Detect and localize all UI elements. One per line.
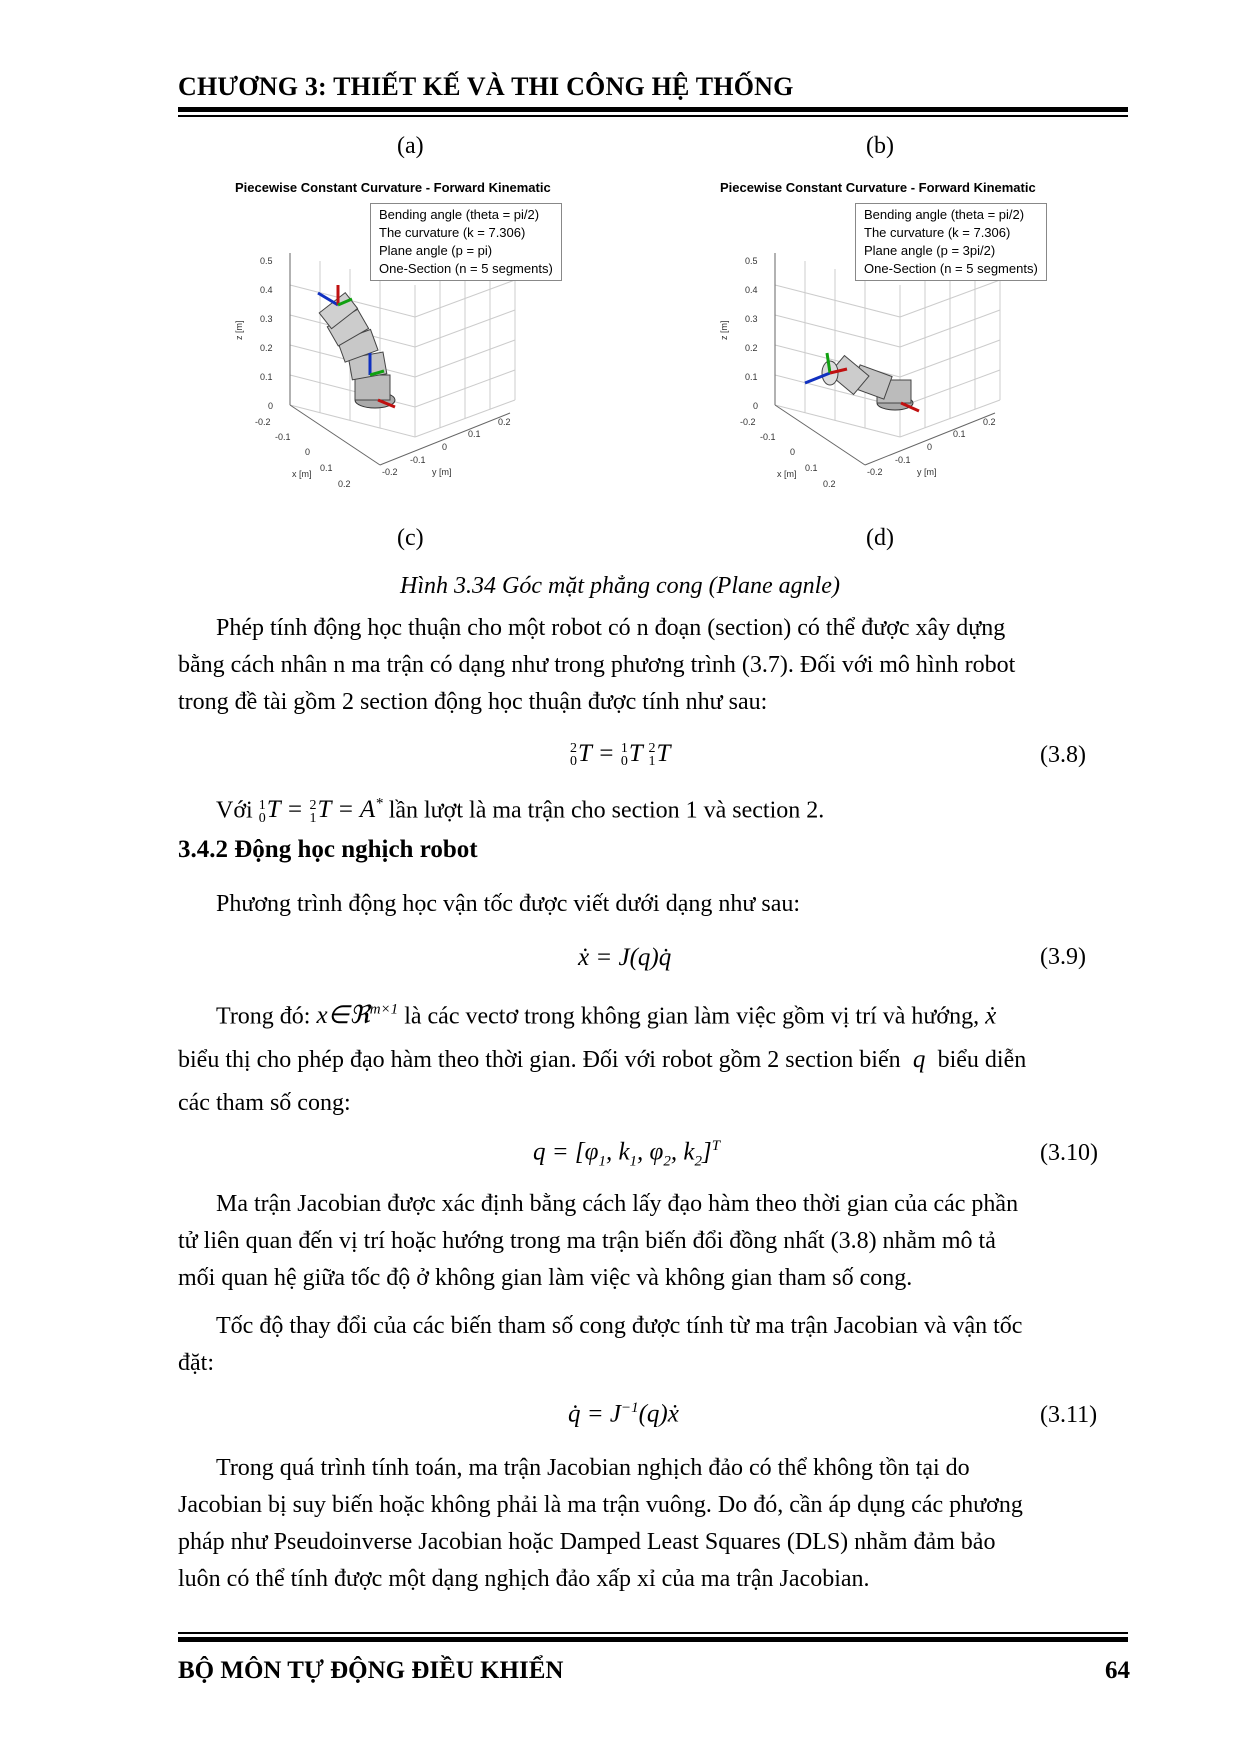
plot-d-title: Piecewise Constant Curvature - Forward Kinematic: [720, 180, 1036, 195]
c-ztick-3: 0.3: [260, 314, 273, 324]
paragraph-1: [178, 610, 1128, 721]
text-fragment: biểu diễn: [937, 1047, 1027, 1074]
footer-department: BỘ MÔN TỰ ĐỘNG ĐIỀU KHIỂN: [178, 1657, 564, 1684]
text-line: tử liên quan đến vị trí hoặc hướng trong ma trận biến đổi đồng nhất (3.8) nhằm mô tả: [178, 1228, 996, 1254]
legend-item: Bending angle (theta = pi/2): [864, 207, 1025, 222]
text-line: Tốc độ thay đổi của các biến tham số cong được tính từ ma trận Jacobian và vận tốc: [216, 1313, 1023, 1339]
text-line: Trong quá trình tính toán, ma trận Jacobian nghịch đảo có thể không tồn tại do: [216, 1455, 970, 1481]
paragraph-3: Phương trình động học vận tốc được viết dưới dạng như sau:: [216, 891, 801, 917]
text-fragment: lần lượt là ma trận cho section 1 và section 2.: [388, 797, 825, 824]
chapter-header: CHƯƠNG 3: THIẾT KẾ VÀ THI CÔNG HỆ THỐNG: [178, 72, 794, 101]
paragraph-2: [216, 786, 1128, 829]
d-xtick-2: 0: [790, 447, 796, 457]
c-ytick-0: -0.2: [382, 467, 398, 477]
text-fragment: Với: [216, 797, 253, 824]
equation-number: (3.8): [1040, 742, 1086, 768]
text-fragment: Trong đó:: [216, 1003, 311, 1030]
plot-d: [705, 175, 1105, 505]
text-line: đặt:: [178, 1350, 214, 1376]
c-xtick-3: 0.1: [320, 463, 333, 473]
d-ztick-4: 0.4: [745, 285, 758, 295]
equation-number: (3.11): [1040, 1402, 1098, 1428]
inline-equation: x∈ℜ$^{m\times 1}$: [316, 1002, 399, 1030]
header-rule-thin: [178, 115, 1128, 117]
text-line: Ma trận Jacobian được xác định bằng cách lấy đạo hàm theo thời gian của các phần: [216, 1191, 1019, 1217]
paragraph-5: [178, 1186, 1128, 1297]
d-ztick-5: 0.5: [745, 256, 758, 266]
footer-rule-thin: [178, 1632, 1128, 1634]
legend-item: The curvature (k = 7.306): [864, 225, 1011, 240]
c-ztick-4: 0.4: [260, 285, 273, 295]
equation-number: (3.10): [1040, 1140, 1098, 1166]
equation-3-10: $q = [\varphi_1$, $k_1$, $\varphi_2$, $k_2]^T$: [533, 1138, 721, 1170]
paragraph-7: [178, 1450, 1128, 1598]
d-ztick-3: 0.3: [745, 314, 758, 324]
plot-c-title: Piecewise Constant Curvature - Forward Kinematic: [235, 180, 551, 195]
subfig-label-d: (d): [866, 525, 894, 551]
c-zlabel: z [m]: [234, 320, 244, 340]
legend-item: Bending angle (theta = pi/2): [379, 207, 540, 222]
c-ztick-2: 0.2: [260, 343, 273, 353]
c-xlabel: x [m]: [292, 469, 312, 479]
legend-item: Plane angle (p = 3pi/2): [864, 243, 996, 258]
d-xtick-1: -0.1: [760, 432, 776, 442]
subfig-label-a: (a): [397, 133, 424, 159]
d-ytick-1: -0.1: [895, 455, 911, 465]
legend-item: Plane angle (p = pi): [379, 243, 493, 258]
subfig-label-c: (c): [397, 525, 424, 551]
header-rule: [178, 107, 1128, 112]
d-ytick-4: 0.2: [983, 417, 996, 427]
inline-equation: q: [906, 1046, 932, 1074]
d-xtick-0: -0.2: [740, 417, 756, 427]
d-xtick-4: 0.2: [823, 479, 836, 489]
c-ztick-1: 0.1: [260, 372, 273, 382]
text-line: trong đề tài gồm 2 section động học thuận được tính như sau:: [178, 689, 768, 715]
legend-item: One-Section (n = 5 segments): [379, 261, 553, 276]
section-heading: 3.4.2 Động học nghịch robot: [178, 836, 478, 863]
figure-caption: Hình 3.34 Góc mặt phẳng cong (Plane agnle): [400, 573, 840, 599]
c-ylabel: y [m]: [432, 467, 452, 477]
robot-sections: [822, 356, 913, 410]
d-zlabel: z [m]: [719, 320, 729, 340]
c-ytick-1: -0.1: [410, 455, 426, 465]
text-line: pháp như Pseudoinverse Jacobian hoặc Damped Least Squares (DLS) nhằm đảm bảo: [178, 1529, 996, 1555]
paragraph-4: [178, 992, 1128, 1122]
text-fragment: biểu thị cho phép đạo hàm theo thời gian. Đối với robot gồm 2 section biến: [178, 1047, 901, 1074]
d-ztick-0: 0: [753, 401, 759, 411]
c-ytick-2: 0: [442, 442, 448, 452]
d-ztick-2: 0.2: [745, 343, 758, 353]
c-ytick-4: 0.2: [498, 417, 511, 427]
d-ytick-2: 0: [927, 442, 933, 452]
d-xlabel: x [m]: [777, 469, 797, 479]
subfig-label-b: (b): [866, 133, 894, 159]
text-line: mối quan hệ giữa tốc độ ở không gian làm việc và không gian tham số cong.: [178, 1265, 913, 1291]
d-xtick-3: 0.1: [805, 463, 818, 473]
text-line: Phép tính động học thuận cho một robot có n đoạn (section) có thể được xây dựng: [216, 615, 1006, 641]
text-line: bằng cách nhân n ma trận có dạng như trong phương trình (3.7). Đối với mô hình robot: [178, 652, 1016, 678]
d-ytick-3: 0.1: [953, 429, 966, 439]
c-ytick-3: 0.1: [468, 429, 481, 439]
paragraph-6: [178, 1308, 1128, 1382]
d-ylabel: y [m]: [917, 467, 937, 477]
c-ztick-5: 0.5: [260, 256, 273, 266]
legend-item: The curvature (k = 7.306): [379, 225, 526, 240]
equation-3-9: ẋ = J(q)q̇: [578, 944, 672, 971]
c-xtick-4: 0.2: [338, 479, 351, 489]
inline-equation: 1 0 T = 2 1 T = A*: [258, 796, 383, 826]
plot-c: [220, 175, 620, 505]
equation-3-8: 2 0 T = 1 0 T 2 1 T: [570, 740, 671, 770]
equation-number: (3.9): [1040, 944, 1086, 970]
robot-sections: [319, 293, 395, 408]
plot-c-legend: [370, 203, 562, 281]
plot-d-legend: [855, 203, 1047, 281]
inline-equation: ẋ: [985, 1002, 997, 1030]
c-xtick-0: -0.2: [255, 417, 271, 427]
text-line: luôn có thể tính được một dạng nghịch đảo xấp xỉ của ma trận Jacobian.: [178, 1566, 870, 1592]
text-fragment: là các vectơ trong không gian làm việc gồm vị trí và hướng,: [404, 1003, 980, 1030]
equation-3-11: q̇ = $J^{-1}(q)ẋ$: [568, 1400, 679, 1428]
footer-rule: [178, 1637, 1128, 1642]
c-xtick-1: -0.1: [275, 432, 291, 442]
text-line: Jacobian bị suy biến hoặc không phải là ma trận vuông. Do đó, cần áp dụng các phương: [178, 1492, 1023, 1518]
c-xtick-2: 0: [305, 447, 311, 457]
d-ytick-0: -0.2: [867, 467, 883, 477]
legend-item: One-Section (n = 5 segments): [864, 261, 1038, 276]
c-ztick-0: 0: [268, 401, 274, 411]
page-number: 64: [1105, 1657, 1130, 1684]
text-fragment: các tham số cong:: [178, 1090, 351, 1117]
d-ztick-1: 0.1: [745, 372, 758, 382]
